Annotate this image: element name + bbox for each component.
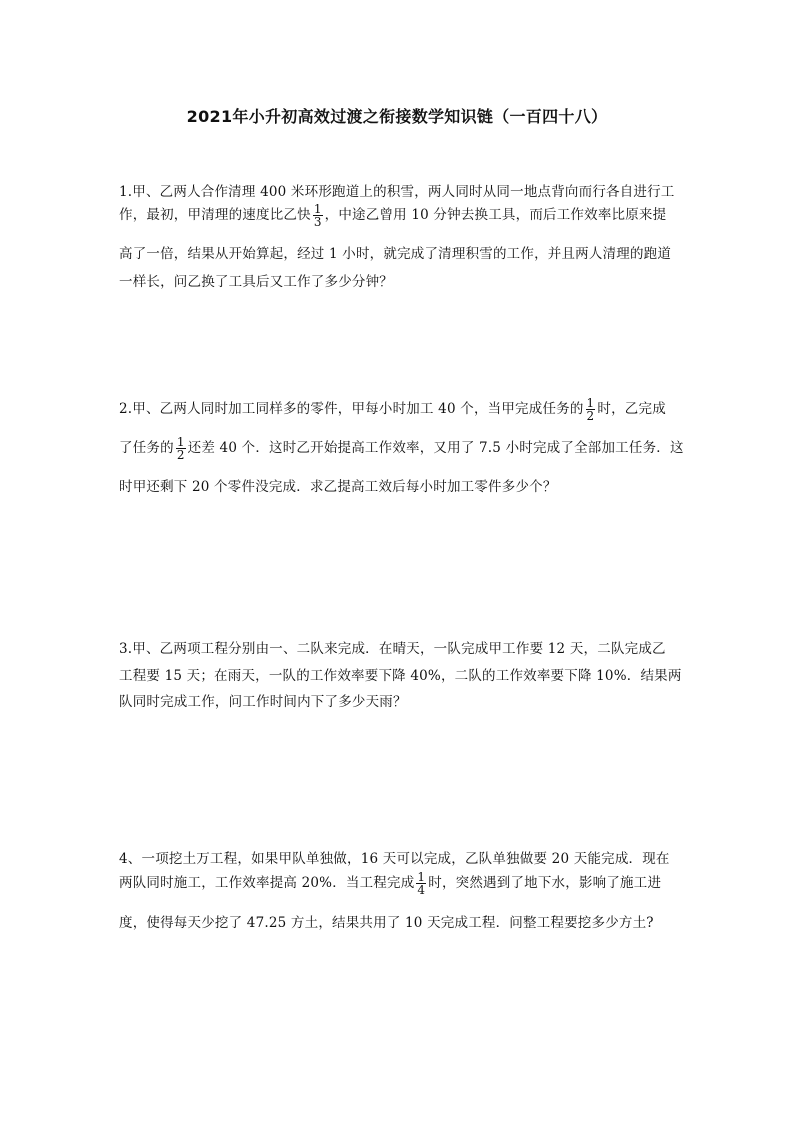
question-2-text: 时，乙完成 xyxy=(597,401,666,417)
question-3-line-2: 工程要 15 天；在雨天，一队的工作效率要下降 40%，二队的工作效率要下降 10%．结果两 xyxy=(119,668,682,684)
question-1-line-2 xyxy=(119,203,666,228)
fraction-one-half: $\frac{1}{2}$ xyxy=(586,396,595,423)
question-4-line-1: 4、一项挖土万工程，如果甲队单独做，16 天可以完成，乙队单独做要 20 天能完成．现在 xyxy=(119,851,670,867)
question-4-line-3: 度，使得每天少挖了 47.25 方土，结果共用了 10 天完成工程．问整工程要挖多少方土? xyxy=(119,915,654,931)
fraction-one-third: $\frac{1}{3}$ xyxy=(313,202,322,229)
question-2-text: 了任务的 xyxy=(119,440,174,456)
question-2-line-2 xyxy=(119,436,684,461)
question-1-text: 作，最初，甲清理的速度比乙快 xyxy=(119,207,311,223)
question-2-line-1 xyxy=(119,397,666,422)
fraction-one-quarter: $\frac{1}{4}$ xyxy=(417,870,426,897)
question-3-line-3: 队同时完成工作，问工作时间内下了多少天雨？ xyxy=(119,694,407,710)
question-1-line-1: 1.甲、乙两人合作清理 400 米环形跑道上的积雪，两人同时从同一地点背向而行各自进行工 xyxy=(119,184,675,200)
question-2-text: 2.甲、乙两人同时加工同样多的零件，甲每小时加工 40 个，当甲完成任务的 xyxy=(119,401,584,417)
question-1-line-4: 一样长，问乙换了工具后又工作了多少分钟？ xyxy=(119,274,393,290)
question-4-line-2 xyxy=(119,871,661,896)
question-2-text: 还差 40 个．这时乙开始提高工作效率，又用了 7.5 小时完成了全部加工任务．这 xyxy=(187,440,684,456)
question-2-line-3: 时甲还剩下 20 个零件没完成．求乙提高工效后每小时加工零件多少个？ xyxy=(119,479,557,495)
question-4-text: 两队同时施工，工作效率提高 20%．当工程完成 xyxy=(119,875,415,891)
question-1-line-3: 高了一倍，结果从开始算起，经过 1 小时，就完成了清理积雪的工作，并且两人清理的跑道 xyxy=(119,246,672,262)
fraction-one-half: $\frac{1}{2}$ xyxy=(176,435,185,462)
question-1-text: ，中途乙曾用 10 分钟去换工具，而后工作效率比原来提 xyxy=(324,207,667,223)
question-3-line-1: 3.甲、乙两项工程分别由一、二队来完成．在晴天，一队完成甲工作要 12 天，二队完成乙 xyxy=(119,641,666,657)
page-title: 2021年小升初高效过渡之衔接数学知识链（一百四十八） xyxy=(186,107,608,126)
question-4-text: 时，突然遇到了地下水，影响了施工进 xyxy=(428,875,662,891)
